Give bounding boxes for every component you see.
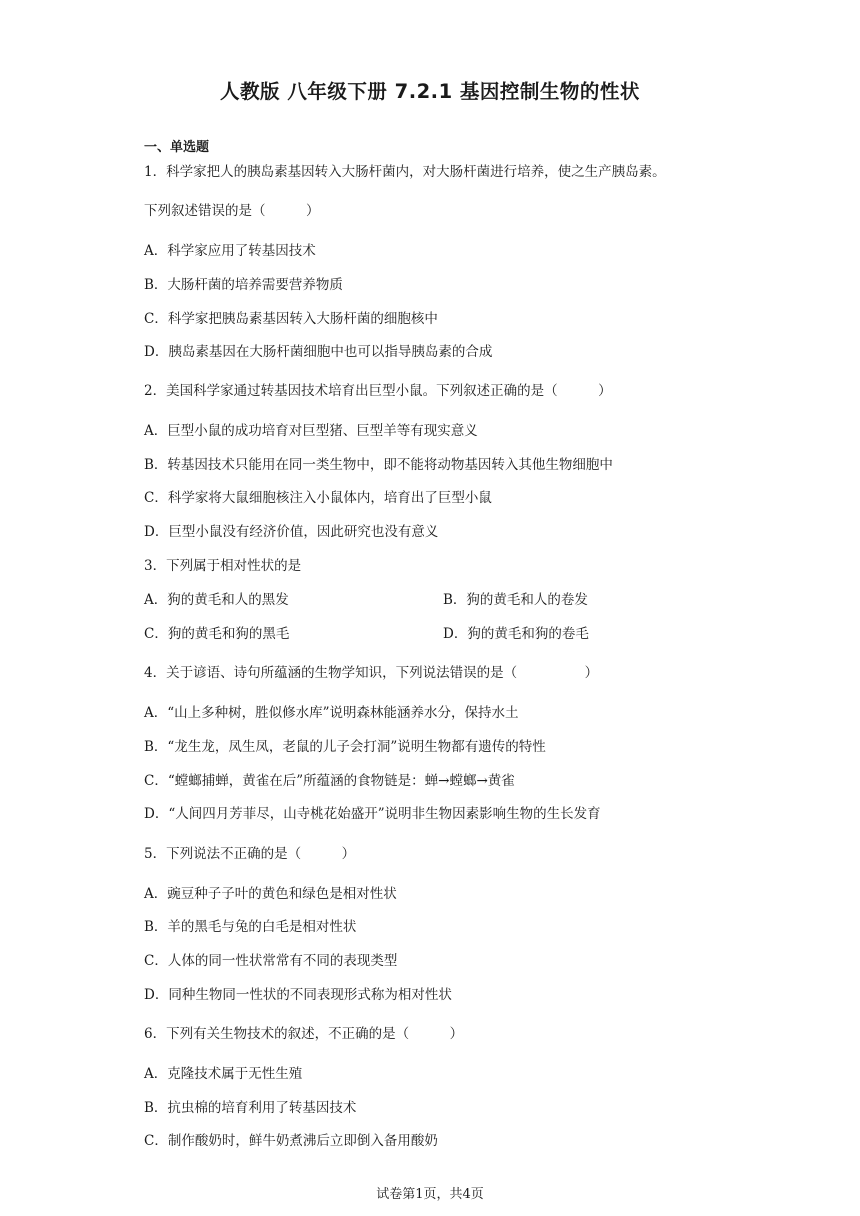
q6-option-b: B．抗虫棉的培育利用了转基因技术 [144, 1100, 357, 1116]
q2-stem: 2．美国科学家通过转基因技术培育出巨型小鼠。下列叙述正确的是（ ） [144, 383, 612, 399]
q5-option-c: C．人体的同一性状常常有不同的表现类型 [144, 953, 398, 969]
q4-option-a: A．“山上多种树，胜似修水库”说明森林能涵养水分，保持水土 [144, 705, 519, 721]
q1-stem-line1: 1．科学家把人的胰岛素基因转入大肠杆菌内，对大肠杆菌进行培养，使之生产胰岛素。 [144, 164, 666, 180]
q1-option-b: B．大肠杆菌的培养需要营养物质 [144, 277, 343, 293]
q2-option-c: C．科学家将大鼠细胞核注入小鼠体内，培育出了巨型小鼠 [144, 490, 492, 506]
section-heading: 一、单选题 [144, 140, 210, 155]
q3-option-b: B．狗的黄毛和人的卷发 [443, 592, 588, 608]
q2-option-d: D．巨型小鼠没有经济价值，因此研究也没有意义 [144, 524, 439, 540]
q6-option-a: A．克隆技术属于无性生殖 [144, 1066, 303, 1082]
q2-option-a: A．巨型小鼠的成功培育对巨型猪、巨型羊等有现实意义 [144, 423, 478, 439]
q3-option-d: D．狗的黄毛和狗的卷毛 [443, 626, 589, 642]
q4-option-b: B．“龙生龙，凤生凤，老鼠的儿子会打洞”说明生物都有遗传的特性 [144, 739, 546, 755]
q3-option-a: A．狗的黄毛和人的黑发 [144, 592, 289, 608]
q4-option-d: D．“人间四月芳菲尽，山寺桃花始盛开”说明非生物因素影响生物的生长发育 [144, 806, 601, 822]
q3-option-c: C．狗的黄毛和狗的黑毛 [144, 626, 290, 642]
q3-stem: 3．下列属于相对性状的是 [144, 558, 302, 574]
q6-stem: 6．下列有关生物技术的叙述，不正确的是（ ） [144, 1026, 464, 1042]
q1-option-d: D．胰岛素基因在大肠杆菌细胞中也可以指导胰岛素的合成 [144, 344, 493, 360]
q5-stem: 5．下列说法不正确的是（ ） [144, 846, 356, 862]
document-title: 人教版 八年级下册 7.2.1 基因控制生物的性状 [220, 80, 640, 103]
q5-option-a: A．豌豆种子子叶的黄色和绿色是相对性状 [144, 886, 397, 902]
q2-option-b: B．转基因技术只能用在同一类生物中，即不能将动物基因转入其他生物细胞中 [144, 457, 613, 473]
q5-option-b: B．羊的黑毛与兔的白毛是相对性状 [144, 919, 357, 935]
page-footer: 试卷第1页，共4页 [376, 1187, 484, 1202]
q6-option-c: C．制作酸奶时，鲜牛奶煮沸后立即倒入备用酸奶 [144, 1133, 438, 1149]
q5-option-d: D．同种生物同一性状的不同表现形式称为相对性状 [144, 987, 452, 1003]
q4-stem: 4．关于谚语、诗句所蕴涵的生物学知识，下列说法错误的是（ ） [144, 665, 599, 681]
q1-option-a: A．科学家应用了转基因技术 [144, 243, 316, 259]
q1-stem-line2: 下列叙述错误的是（ ） [144, 203, 320, 219]
q4-option-c: C．“螳螂捕蝉，黄雀在后”所蕴涵的食物链是：蝉→螳螂→黄雀 [144, 773, 515, 789]
q1-option-c: C．科学家把胰岛素基因转入大肠杆菌的细胞核中 [144, 311, 438, 327]
